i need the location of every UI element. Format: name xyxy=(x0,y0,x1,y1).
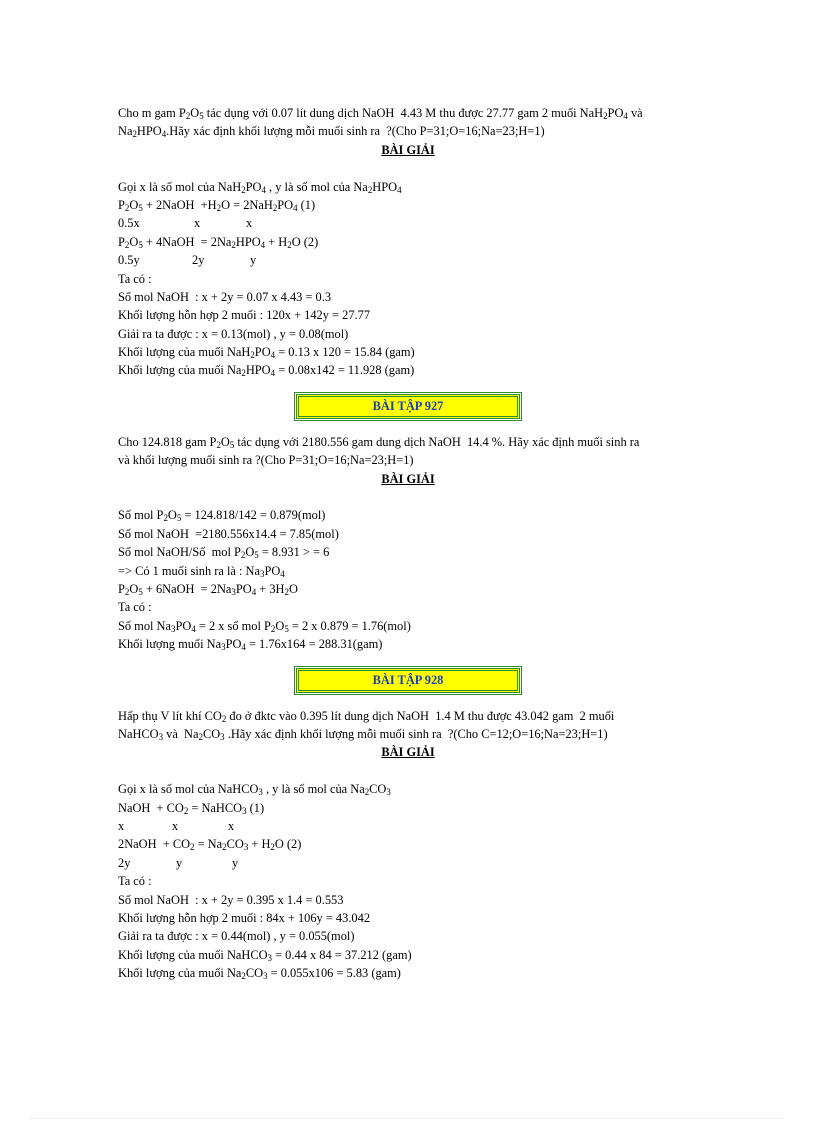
text-line: Số mol $Na_3PO_4 = 2$ x số mol $P_2O_5 = 2$ x 0.879 = 1.76(mol) xyxy=(118,618,411,635)
page-footer-rule xyxy=(30,1118,786,1119)
text-line: Cho 124.818 gam $P_2O_5$ tác dụng với 2180.556 gam dung dịch NaOH 14.4 %. Hãy xác định muối sinh ra xyxy=(118,434,640,451)
text-line: Khối lượng của muối $Na_2CO_3 = 0.055x106 = 5.83$ (gam) xyxy=(118,966,401,982)
text-line: Số mol NaOH : x + 2y = 0.395 x 1.4 = 0.553 xyxy=(118,892,344,907)
text-line: Khối lượng muối $Na_3PO_4 = 1.76x164 = 288.31(gam)$ xyxy=(118,637,383,653)
text-line: và khối lượng muối sinh ra ?(Cho P=31;O=16;Na=23;H=1) xyxy=(118,453,414,468)
text-line: 2NaOH + $CO_2 = Na_2CO_3 + H_2O$ (2) xyxy=(118,837,302,853)
text-line: Khối lượng của muối NaHCO$_3$ = 0.44 x 84 = 37.212 (gam) xyxy=(118,947,412,963)
text-line: Khối lượng của muối $Na_2HPO_4 = 0.08x142 = 11.928$ (gam) xyxy=(118,363,415,379)
text-line: => Có 1 muối sinh ra là : $Na_3PO_4$ xyxy=(118,563,285,579)
text-line: Số mol NaOH =2180.556x14.4 = 7.85(mol) xyxy=(118,526,339,541)
text-line: $P_2O_5$ + 2NaOH $+H_2O = 2NaH_2PO_4$ (1) xyxy=(118,197,316,214)
exercise-926-solution xyxy=(118,178,698,380)
text-line: Ta có : xyxy=(118,600,152,615)
document-page xyxy=(118,104,698,982)
text-line: Gọi x là số mol của NaHCO$_3$ , y là số mol của $Na_2CO_3$ xyxy=(118,782,391,798)
text-line: Ta có : xyxy=(118,271,152,286)
text-line: Khối lượng hỗn hợp 2 muối : 120x + 142y = 27.77 xyxy=(118,308,371,323)
text-line: 0.5x x x xyxy=(118,216,253,231)
text-line: 2y y y xyxy=(118,855,239,870)
text-line: Cho m gam $P_2O_5$ tác dụng với 0.07 lít dung dịch NaOH 4.43 M thu được 27.77 gam 2 muối $NaH_2PO_4$ và xyxy=(118,106,643,122)
text-line: Gọi x là số mol của $NaH_2PO_4$ , y là số mol của $Na_2HPO_4$ xyxy=(118,179,402,195)
exercise-927-solution xyxy=(118,506,698,653)
text-line: 0.5y 2y y xyxy=(118,253,257,268)
exercise-928-solution xyxy=(118,780,698,982)
text-line: Khối lượng của muối $NaH_2PO_4 = 0.13$ x 120 = 15.84 (gam) xyxy=(118,345,415,361)
exercise-928-banner: BÀI TẬP 928 xyxy=(296,668,520,693)
text-line: NaHCO$_3$ và $Na_2CO_3$ .Hãy xác định khối lượng mỗi muối sinh ra ?(Cho C=12;O=16;Na=23;H=1) xyxy=(118,726,608,743)
exercise-927-banner: BÀI TẬP 927 xyxy=(296,394,520,419)
text-line: $P_2O_5$ + 4NaOH = $2Na_2HPO_4 + H_2O$ (2) xyxy=(118,234,319,250)
text-line: Giải ra ta được : x = 0.13(mol) , y = 0.08(mol) xyxy=(118,326,349,341)
text-line: $Na_2HPO_4.Hãy$ xác định khối lượng mỗi muối sinh ra ?(Cho P=31;O=16;Na=23;H=1) xyxy=(118,124,545,140)
text-line: Số mol NaOH : x + 2y = 0.07 x 4.43 = 0.3 xyxy=(118,289,332,304)
text-line: Số mol NaOH/Số mol $P_2O_5 = 8.931$ > = 6 xyxy=(118,545,330,561)
text-line: Khối lượng hỗn hợp 2 muối : 84x + 106y = 43.042 xyxy=(118,910,371,925)
exercise-927-problem xyxy=(118,433,698,470)
text-line: NaOH + $CO_2$ = NaHCO$_3$ (1) xyxy=(118,800,265,816)
exercise-928-problem xyxy=(118,707,698,744)
exercise-928-solution-heading: BÀI GIẢI xyxy=(381,745,435,760)
text-line: Ta có : xyxy=(118,874,152,889)
exercise-926-problem xyxy=(118,104,698,141)
exercise-927-solution-heading: BÀI GIẢI xyxy=(381,471,435,486)
text-line: Hấp thụ V lít khí $CO_2$ đo ở đktc vào 0.395 lít dung dịch NaOH 1.4 M thu được 43.042 gam 2 muối xyxy=(118,708,615,724)
exercise-926-solution-heading: BÀI GIẢI xyxy=(381,142,435,157)
text-line: $P_2O_5$ + 6NaOH = $2Na_3PO_4 + 3H_2O$ xyxy=(118,582,298,598)
text-line: Số mol $P_2O_5 = 124.818/142 = 0.879(mol)$ xyxy=(118,508,326,524)
text-line: x x x xyxy=(118,818,235,833)
text-line: Giải ra ta được : x = 0.44(mol) , y = 0.055(mol) xyxy=(118,929,355,944)
